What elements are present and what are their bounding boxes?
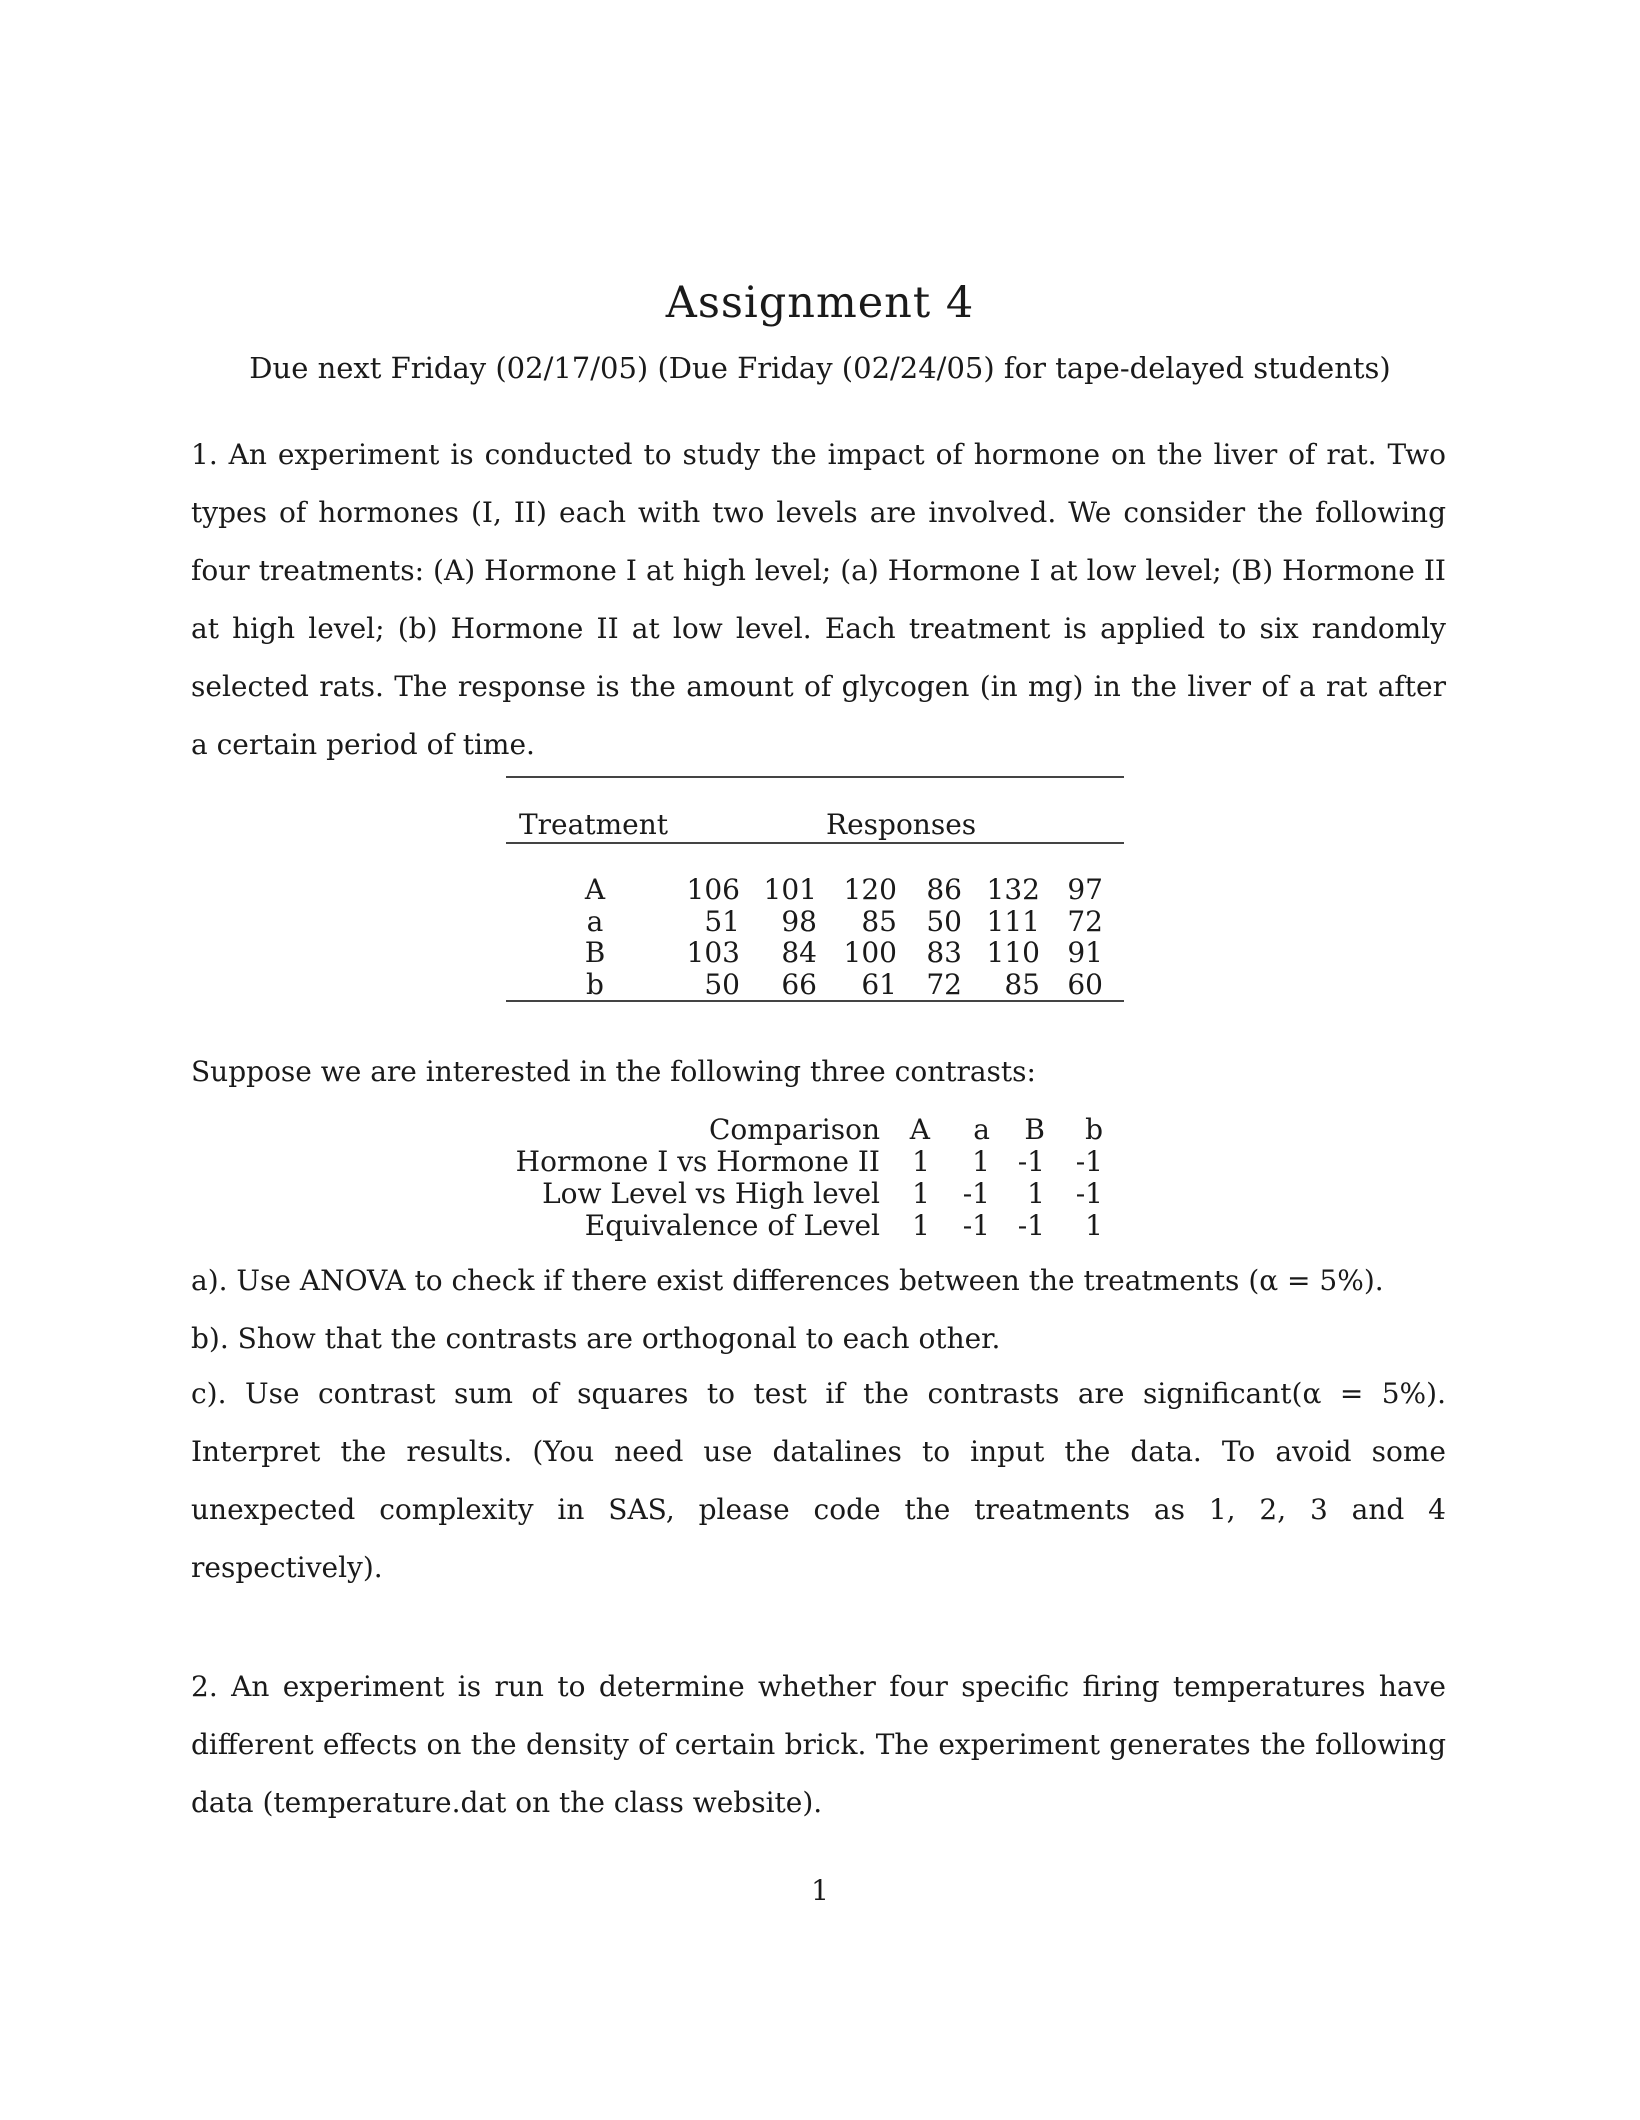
response-value: 72 xyxy=(926,968,962,1001)
contrast-coefficient: 1 xyxy=(912,1145,930,1178)
contrast-coefficient: 1 xyxy=(912,1177,930,1210)
treatment-label: a xyxy=(586,905,604,938)
response-value: 50 xyxy=(704,968,740,1001)
table-top-rule xyxy=(506,776,1124,778)
response-value: 50 xyxy=(926,905,962,938)
response-value: 60 xyxy=(1067,968,1103,1001)
contrast-coefficient: -1 xyxy=(962,1177,990,1210)
response-value: 110 xyxy=(986,936,1040,969)
response-value: 100 xyxy=(843,936,897,969)
contrast-header-treatment: B xyxy=(1024,1113,1045,1146)
response-value: 132 xyxy=(986,873,1040,906)
response-value: 120 xyxy=(843,873,897,906)
table-bottom-rule xyxy=(506,1000,1124,1002)
response-value: 61 xyxy=(861,968,897,1001)
question-2-intro: 2. An experiment is run to determine whether four specific firing temperatures have different effects on the density of certain brick. The experiment generates the following data (temperature.dat on the class website). xyxy=(191,1670,1446,1819)
contrast-label: Hormone I vs Hormone II xyxy=(515,1145,880,1178)
response-value: 86 xyxy=(926,873,962,906)
table-header-treatment: Treatment xyxy=(519,808,668,841)
response-value: 98 xyxy=(781,905,817,938)
treatment-label: B xyxy=(584,936,606,969)
table-header-rule xyxy=(506,842,1124,844)
contrast-coefficient: 1 xyxy=(972,1145,990,1178)
contrast-label: Low Level vs High level xyxy=(542,1177,880,1210)
contrast-coefficient: 1 xyxy=(1085,1209,1103,1242)
treatment-label: A xyxy=(584,873,606,906)
question-1-intro: 1. An experiment is conducted to study the impact of hormone on the liver of rat. Two types of hormones (I, II) each with two levels are involved. We consider the following four treatments: (A) Hormone I at high level; (a) Hormone I at low level; (B) Hormone II at high level; (b) Hormone II at low level. Each treatment is applied to six randomly selected rats. The response is the amount of glycogen (in mg) in the liver of a rat after a certain period of time. xyxy=(191,438,1446,761)
response-value: 84 xyxy=(781,936,817,969)
question-1-part-a: a). Use ANOVA to check if there exist differences between the treatments (α = 5%). xyxy=(191,1264,1384,1297)
table-header-responses: Responses xyxy=(826,808,977,841)
contrast-coefficient: -1 xyxy=(962,1209,990,1242)
question-1-part-b: b). Show that the contrasts are orthogonal to each other. xyxy=(191,1322,1001,1355)
contrast-header-treatment: a xyxy=(973,1113,990,1146)
contrast-coefficient: -1 xyxy=(1075,1145,1103,1178)
response-value: 97 xyxy=(1067,873,1103,906)
contrast-coefficient: 1 xyxy=(912,1209,930,1242)
response-value: 85 xyxy=(861,905,897,938)
contrast-coefficient: 1 xyxy=(1027,1177,1045,1210)
contrast-coefficient: -1 xyxy=(1017,1209,1045,1242)
response-value: 101 xyxy=(763,873,817,906)
contrast-label: Equivalence of Level xyxy=(584,1209,880,1242)
response-value: 91 xyxy=(1067,936,1103,969)
response-value: 85 xyxy=(1004,968,1040,1001)
response-value: 66 xyxy=(781,968,817,1001)
contrast-intro: Suppose we are interested in the following three contrasts: xyxy=(191,1055,1036,1088)
page-number: 1 xyxy=(811,1874,829,1907)
contrast-header-comparison: Comparison xyxy=(708,1113,880,1146)
question-1-part-c: c). Use contrast sum of squares to test if the contrasts are significant(α = 5%). Interpret the results. (You need use datalines to input the data. To avoid some unexpected complexity in SAS, please code the treatments as 1, 2, 3 and 4 respectively). xyxy=(191,1377,1446,1584)
response-value: 103 xyxy=(686,936,740,969)
response-value: 106 xyxy=(686,873,740,906)
response-value: 111 xyxy=(986,905,1040,938)
due-date-subtitle: Due next Friday (02/17/05) (Due Friday (02/24/05) for tape-delayed students) xyxy=(249,351,1391,385)
response-value: 51 xyxy=(704,905,740,938)
page-title: Assignment 4 xyxy=(665,278,975,328)
contrast-coefficient: -1 xyxy=(1075,1177,1103,1210)
contrast-header-treatment: A xyxy=(909,1113,930,1146)
response-value: 72 xyxy=(1067,905,1103,938)
response-value: 83 xyxy=(926,936,962,969)
contrast-coefficient: -1 xyxy=(1017,1145,1045,1178)
treatment-label: b xyxy=(586,968,604,1001)
contrast-header-treatment: b xyxy=(1085,1113,1103,1146)
